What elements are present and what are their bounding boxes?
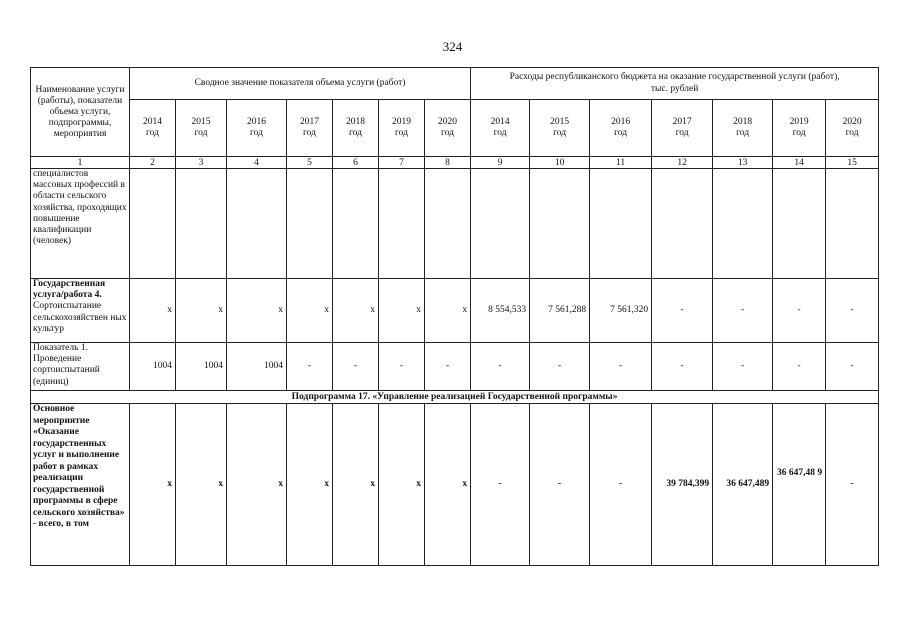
table-cell: 7 561,320 <box>590 279 652 343</box>
row-name: Показатель 1. Проведение сортоиспытаний (единиц) <box>31 343 130 391</box>
row-name: специалистов массовых профессий в области сельского хозяйства, проходящих повышение квалификации (человек) <box>31 169 130 279</box>
row-name: Государственная услуга/работа 4. Сортоиспытание сельскохозяйствен ных культур <box>31 279 130 343</box>
year-header: 2018 год <box>333 100 379 157</box>
page-number: 324 <box>442 39 463 54</box>
column-number: 10 <box>530 157 590 169</box>
table-cell: - <box>379 343 425 391</box>
header-expenses-group: Расходы республиканского бюджета на оказание государственной услуги (работ), тыс. рублей <box>471 68 879 100</box>
year-header: 2014 год <box>130 100 176 157</box>
main-event-row <box>31 404 879 566</box>
table-cell: - <box>773 343 826 391</box>
table-cell: - <box>471 404 530 566</box>
column-number: 15 <box>826 157 879 169</box>
table-cell: - <box>826 343 879 391</box>
table-cell: x <box>287 404 333 566</box>
year-header: 2020 год <box>826 100 879 157</box>
column-number: 6 <box>333 157 379 169</box>
table-cell: x <box>287 279 333 343</box>
table-cell: 8 554,533 <box>471 279 530 343</box>
table-cell: - <box>652 343 713 391</box>
table-cell: x <box>227 279 287 343</box>
table-cell: - <box>530 343 590 391</box>
table-cell: x <box>333 404 379 566</box>
year-header: 2017 год <box>287 100 333 157</box>
year-header: 2019 год <box>379 100 425 157</box>
column-number: 14 <box>773 157 826 169</box>
table-cell: - <box>713 279 773 343</box>
table-cell: x <box>379 404 425 566</box>
table-cell: 1004 <box>176 343 227 391</box>
column-number: 13 <box>713 157 773 169</box>
table-cell: x <box>130 404 176 566</box>
table-cell: 39 784,399 <box>652 404 713 566</box>
column-number: 11 <box>590 157 652 169</box>
table-cell: x <box>425 404 471 566</box>
table-row <box>31 279 879 343</box>
table-cell: x <box>130 279 176 343</box>
year-header: 2016 год <box>227 100 287 157</box>
table-cell: x <box>379 279 425 343</box>
column-number: 8 <box>425 157 471 169</box>
year-header: 2015 год <box>176 100 227 157</box>
column-number: 9 <box>471 157 530 169</box>
table-cell: 7 561,288 <box>530 279 590 343</box>
table-cell: - <box>826 279 879 343</box>
column-number: 7 <box>379 157 425 169</box>
table-cell: - <box>425 343 471 391</box>
table-cell: - <box>652 279 713 343</box>
table-cell: 36 647,48 9 <box>773 404 826 566</box>
year-header: 2016 год <box>590 100 652 157</box>
table-cell: - <box>773 279 826 343</box>
column-number: 2 <box>130 157 176 169</box>
subprogram-row <box>31 391 879 404</box>
table-row <box>31 169 879 279</box>
year-header: 2020 год <box>425 100 471 157</box>
year-header: 2019 год <box>773 100 826 157</box>
table-cell: x <box>176 279 227 343</box>
year-header: 2018 год <box>713 100 773 157</box>
header-name-column: Наименование услуги (работы), показатели объема услуги, подпрограммы, мероприятия <box>31 68 130 157</box>
header-volume-group: Сводное значение показателя объема услуги (работ) <box>130 68 471 100</box>
table-cell: - <box>333 343 379 391</box>
column-number: 3 <box>176 157 227 169</box>
table-cell: x <box>227 404 287 566</box>
year-header: 2015 год <box>530 100 590 157</box>
column-number: 1 <box>31 157 130 169</box>
budget-table <box>30 67 879 566</box>
table-cell: x <box>425 279 471 343</box>
table-cell: - <box>530 404 590 566</box>
year-header: 2017 год <box>652 100 713 157</box>
table-cell: - <box>590 343 652 391</box>
table-cell: - <box>590 404 652 566</box>
main-event-name: Основное мероприятие «Оказание государственных услуг и выполнение работ в рамках реализации государственной программы в сфере сельского хозяйства» - всего, в том <box>31 404 130 566</box>
table-cell: - <box>713 343 773 391</box>
table-cell: - <box>826 404 879 566</box>
table-cell: - <box>287 343 333 391</box>
table-cell: 1004 <box>227 343 287 391</box>
column-number: 12 <box>652 157 713 169</box>
table-cell: - <box>471 343 530 391</box>
table-row <box>31 343 879 391</box>
subprogram-title: Подпрограмма 17. «Управление реализацией Государственной программы» <box>31 391 879 404</box>
table-cell: x <box>176 404 227 566</box>
year-header: 2014 год <box>471 100 530 157</box>
table-cell: x <box>333 279 379 343</box>
table-cell: 1004 <box>130 343 176 391</box>
column-number: 5 <box>287 157 333 169</box>
table-cell: 36 647,489 <box>713 404 773 566</box>
column-number: 4 <box>227 157 287 169</box>
